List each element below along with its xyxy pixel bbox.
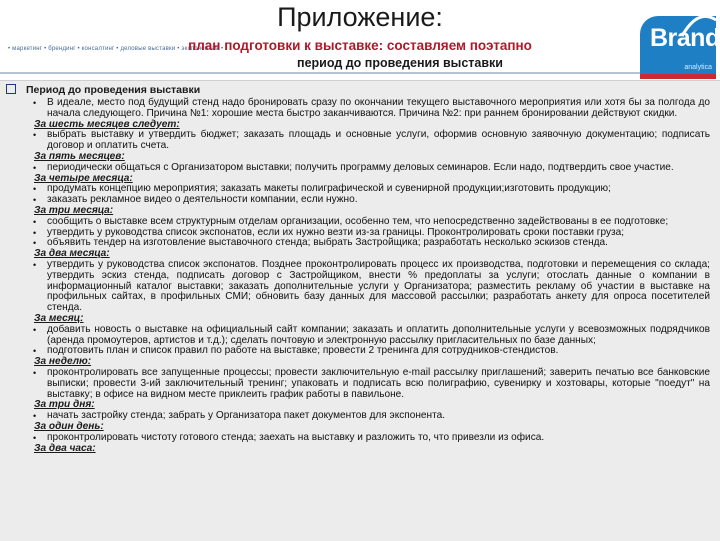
plan-item-text: начать застройку стенда; забрать у Организатора пакет документов для экспонента.	[47, 410, 446, 422]
plan-body	[30, 98, 710, 454]
bullet-icon: •	[33, 346, 37, 357]
bullet-icon: •	[33, 324, 37, 335]
plan-item-text: периодически общаться с Организатором выставки; получить программу деловых семинаров. Если надо, подтвердить свое участие.	[47, 161, 674, 173]
plan-item-text: утвердить у руководства список экспонатов, если их нужно везти из-за границы. Проконтролировать сроки поставки груза;	[47, 226, 625, 238]
plan-item	[30, 238, 710, 249]
plan-item-text: сообщить о выставке всем структурным отделам организации, особенно тем, что непосредственно задействованы в ее подготовке;	[47, 215, 669, 227]
slide-title: Приложение:	[277, 2, 443, 32]
plan-item-text: утвердить у руководства список экспонатов. Позднее проконтролировать процесс их производства, подготовки и перемещения со склада; утвердить эскиз стенда, подписать договор с Застройщиком, внести % предоплаты за услуги; отослать данные о компании в информационный каталог выставки; заказать дополнительные услуги у Организатора; разместить рекламу об участии в выставке на профильных сайтах, в профильных СМИ; обновить базу данных для массовой рассылки; разработать анкету для опроса посетителей стенда.	[47, 258, 710, 314]
section-heading	[6, 84, 200, 96]
bullet-icon: •	[33, 367, 37, 378]
period-label: За четыре месяца:	[34, 172, 133, 184]
plan-item-text: объявить тендер на изготовление выставочного стенда; выбрать Застройщика; разработать несколько эскизов стенда.	[47, 237, 608, 249]
bullet-icon: •	[33, 227, 37, 238]
header-divider	[0, 72, 640, 74]
bullet-icon: •	[33, 184, 37, 195]
bullet-icon: •	[33, 238, 37, 249]
plan-item-text: заказать рекламное видео о деятельности компании, если нужно.	[47, 194, 358, 206]
plan-item-text: выбрать выставку и утвердить бюджет; заказать площадь и основные услуги, оформив основную заявочную документацию; подписать договор и оплатить счета.	[47, 129, 710, 152]
plan-item	[30, 411, 710, 422]
logo-text: Brand	[650, 24, 720, 52]
plan-item	[30, 163, 710, 174]
bullet-icon: •	[33, 195, 37, 206]
plan-item	[30, 260, 710, 314]
plan-subtitle: план подготовки к выставке: составляем поэтапно	[188, 38, 532, 53]
plan-item-text: продумать концепцию мероприятия; заказать макеты полиграфической и сувенирной продукции;изготовить продукцию;	[47, 183, 611, 195]
bullet-icon: •	[33, 162, 37, 173]
checkbox-bullet-icon	[6, 84, 16, 94]
content-panel	[0, 80, 720, 541]
bullet-icon: •	[33, 432, 37, 443]
plan-item-text: подготовить план и список правил по работе на выставке; провести 2 тренинга для сотрудников-стендистов.	[47, 345, 559, 357]
period-label: За один день:	[34, 420, 104, 432]
period-subtitle: период до проведения выставки	[297, 56, 503, 70]
bullet-icon: •	[33, 98, 37, 108]
plan-item	[30, 195, 710, 206]
bullet-icon: •	[33, 130, 37, 141]
intro-item	[30, 98, 710, 120]
bullet-icon: •	[33, 216, 37, 227]
plan-item	[30, 368, 710, 400]
logo-subtext: analytica	[684, 64, 712, 71]
period-label: За месяц:	[34, 312, 84, 324]
plan-item-text: проконтролировать все запущенные процессы; провести заключительную e-mail рассылку приглашений; заверить печатью все банковские выписки; провести 3-ий заключительный тренинг; упаковать и подписать всю полиграфию, сувенирку и хозтовары, которые "поедут" на выставку; в офисе на видном месте приклеить график работы в павильоне.	[47, 366, 710, 400]
section-heading-label: Период до проведения выставки	[26, 84, 201, 96]
plan-item	[30, 130, 710, 152]
logo-stripe	[640, 74, 716, 79]
brand-logo	[640, 16, 720, 74]
period-label: За шесть месяцев следует:	[34, 118, 180, 130]
period-label: За пять месяцев:	[34, 150, 125, 162]
period-label: За два часа:	[34, 442, 96, 454]
plan-item-text: проконтролировать чистоту готового стенда; заехать на выставку и разложить то, что привезли из офиса.	[47, 431, 545, 443]
plan-item	[30, 325, 710, 347]
bullet-icon: •	[33, 411, 37, 422]
intro-text: В идеале, место под будущий стенд надо бронировать сразу по окончании текущего выставочного мероприятия или хотя бы за полгода до начала следующего. Причина №1: хорошие места быстро заканчиваются. Причина №2: при раннем бронировании действуют скидки.	[47, 97, 710, 119]
bullet-icon: •	[33, 259, 37, 270]
plan-item-text: добавить новость о выставке на официальный сайт компании; заказать и оплатить дополнительные услуги у всевозможных подрядчиков (аренда промоутеров, артистов и т.д.); сделать почтовую и электронную рассылку пригласительных по базе данных;	[47, 323, 710, 346]
period-label: За неделю:	[34, 356, 92, 368]
period-label: За два месяца:	[34, 248, 110, 260]
plan-item	[30, 346, 710, 357]
company-tagline: • маркетинг • брендинг • консалтинг • деловые выставки • экспонентам •	[8, 46, 224, 52]
period-label: За три месяца:	[34, 204, 114, 216]
period-label: За три дня:	[34, 399, 95, 411]
plan-item	[30, 433, 710, 444]
